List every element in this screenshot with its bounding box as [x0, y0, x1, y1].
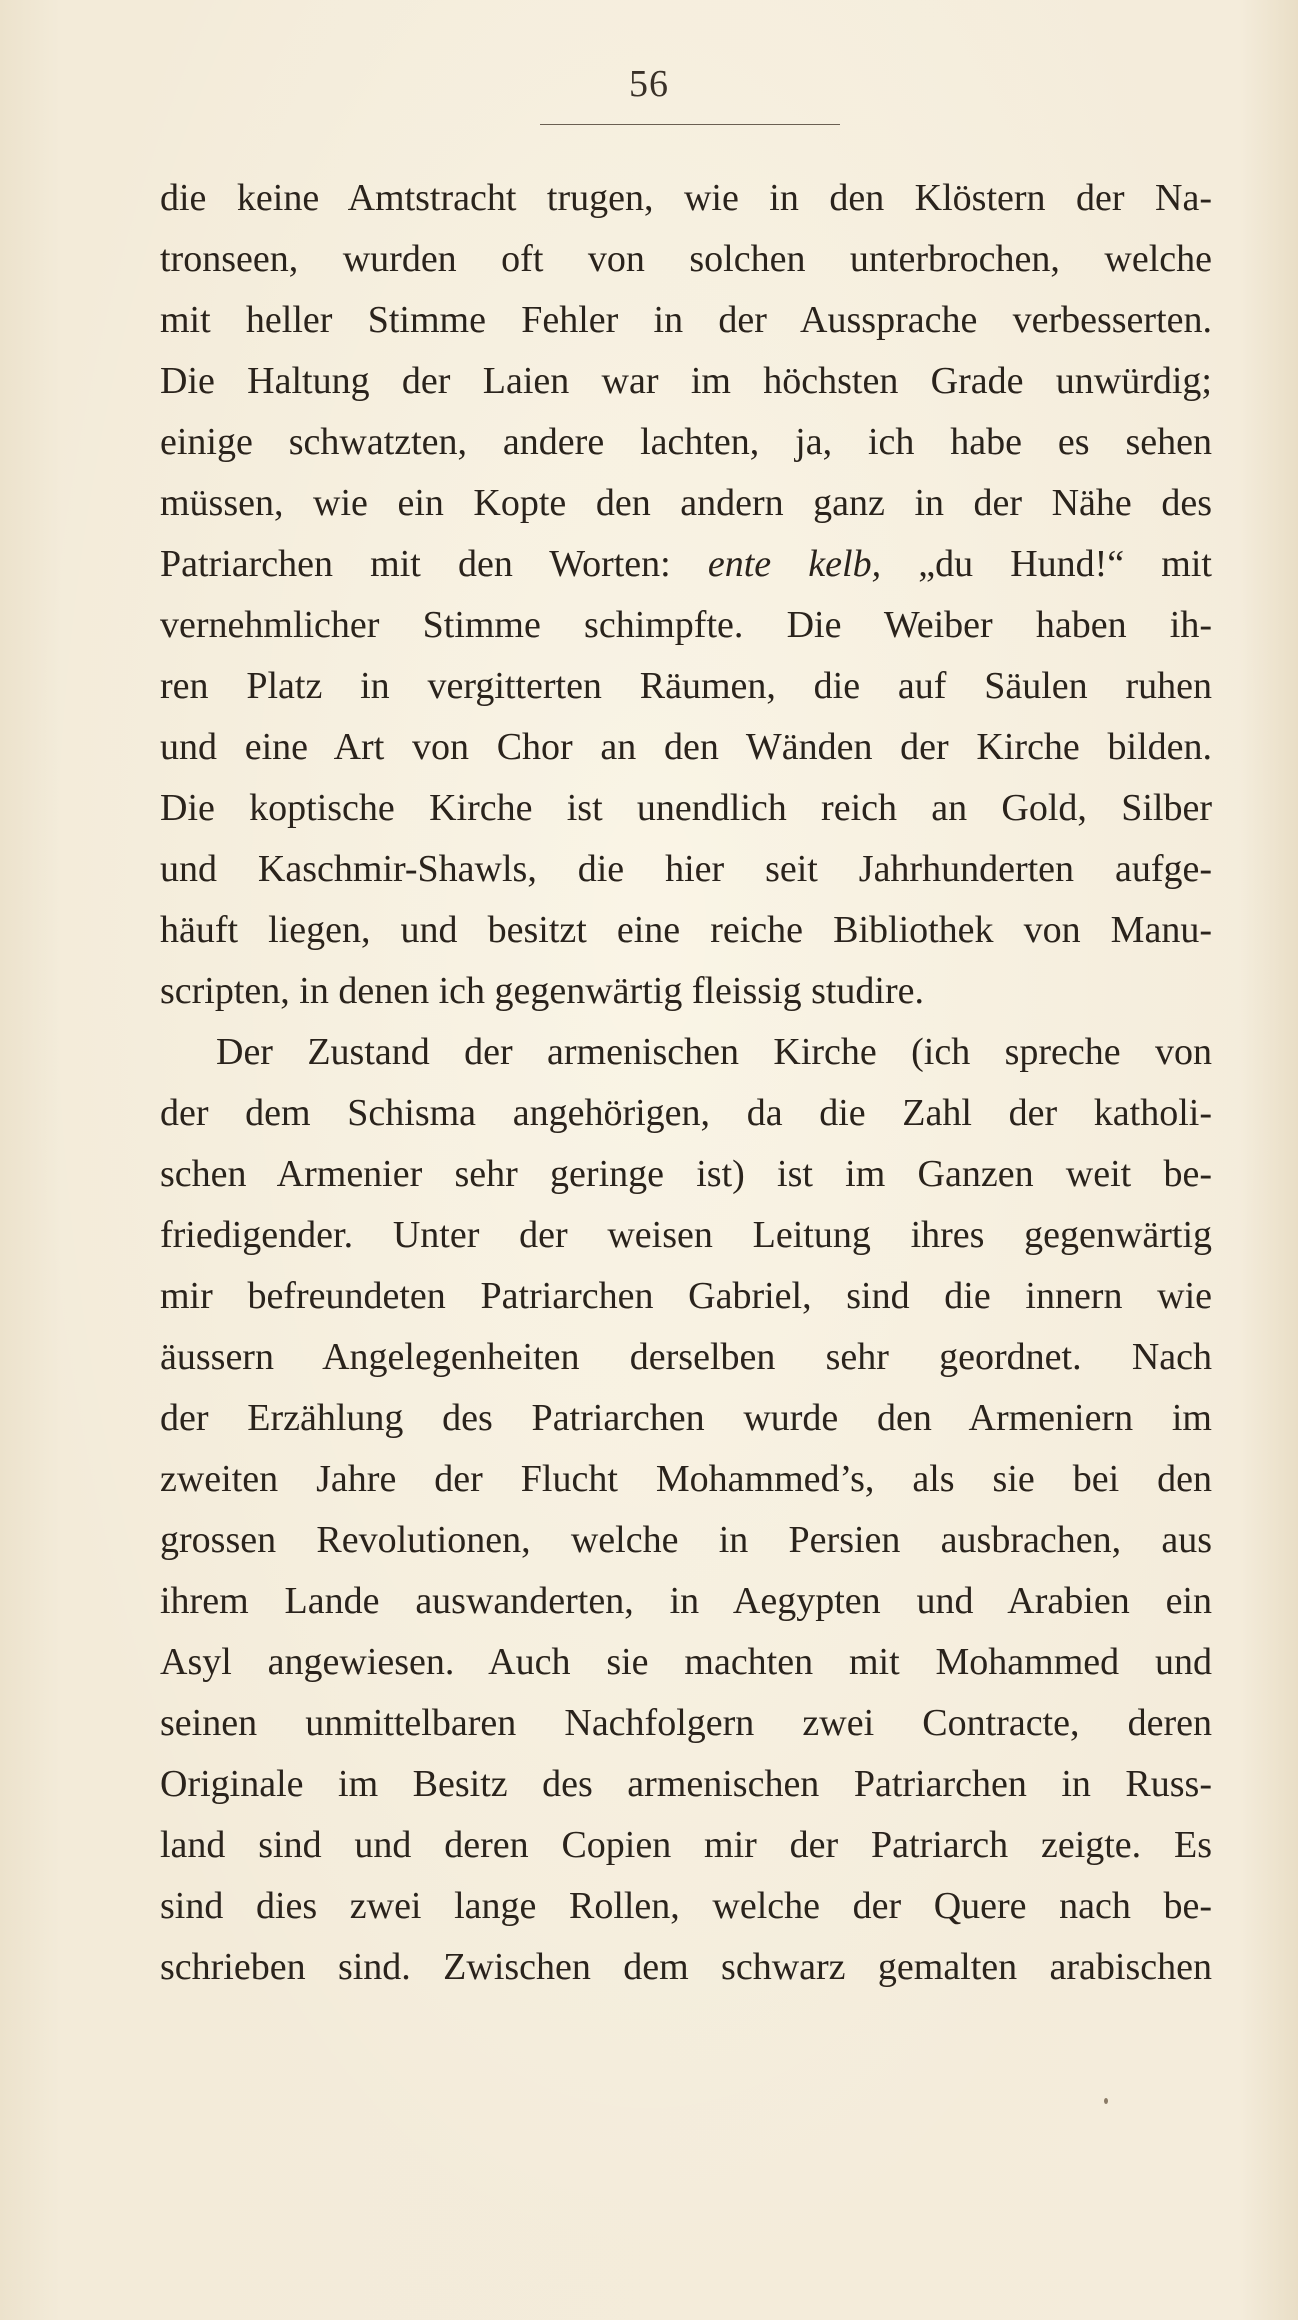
text-line: äussern Angelegenheiten derselben sehr geordnet. Nach [160, 1336, 1212, 1378]
text-line: zweiten Jahre der Flucht Mohammed’s, als sie bei den [160, 1458, 1212, 1500]
text-line: häuft liegen, und besitzt eine reiche Bibliothek von Manu- [160, 909, 1212, 951]
text-line: der Erzählung des Patriarchen wurde den Armeniern im [160, 1397, 1212, 1439]
text-line: Originale im Besitz des armenischen Patriarchen in Russ- [160, 1763, 1212, 1805]
text-line: und eine Art von Chor an den Wänden der Kirche bilden. [160, 726, 1212, 768]
text-segment: Patriarchen mit den Worten: [160, 543, 708, 585]
text-line: Die Haltung der Laien war im höchsten Grade unwürdig; [160, 360, 1212, 402]
text-line: vernehmlicher Stimme schimpfte. Die Weiber haben ih- [160, 604, 1212, 646]
text-line: und Kaschmir-Shawls, die hier seit Jahrhunderten aufge- [160, 848, 1212, 890]
text-line [160, 534, 1212, 595]
text-line: müssen, wie ein Kopte den andern ganz in der Nähe des [160, 482, 1212, 524]
paper-speck [1104, 2098, 1108, 2104]
text-line: land sind und deren Copien mir der Patriarch zeigte. Es [160, 1824, 1212, 1866]
text-line: die keine Amtstracht trugen, wie in den Klöstern der Na- [160, 177, 1212, 219]
body-text [160, 168, 1212, 1998]
page-number: 56 [629, 63, 669, 105]
text-line: ren Platz in vergitterten Räumen, die auf Säulen ruhen [160, 665, 1212, 707]
text-segment: „du Hund!“ mit [881, 543, 1212, 585]
text-line: ihrem Lande auswanderten, in Aegypten und Arabien ein [160, 1580, 1212, 1622]
text-line: schrieben sind. Zwischen dem schwarz gemalten arabischen [160, 1946, 1212, 1988]
text-line: mit heller Stimme Fehler in der Aussprache verbesserten. [160, 299, 1212, 341]
text-line: schen Armenier sehr geringe ist) ist im Ganzen weit be- [160, 1153, 1212, 1195]
text-line: sind dies zwei lange Rollen, welche der Quere nach be- [160, 1885, 1212, 1927]
text-line: seinen unmittelbaren Nachfolgern zwei Contracte, deren [160, 1702, 1212, 1744]
header-rule [540, 124, 840, 125]
text-line: friedigender. Unter der weisen Leitung ihres gegenwärtig [160, 1214, 1212, 1256]
text-line: Asyl angewiesen. Auch sie machten mit Mohammed und [160, 1641, 1212, 1683]
text-line: Die koptische Kirche ist unendlich reich an Gold, Silber [160, 787, 1212, 829]
text-line: einige schwatzten, andere lachten, ja, ich habe es sehen [160, 421, 1212, 463]
text-line: mir befreundeten Patriarchen Gabriel, sind die innern wie [160, 1275, 1212, 1317]
text-line: scripten, in denen ich gegenwärtig fleissig studire. [160, 970, 925, 1012]
text-line: tronseen, wurden oft von solchen unterbrochen, welche [160, 238, 1212, 280]
text-line: grossen Revolutionen, welche in Persien ausbrachen, aus [160, 1519, 1212, 1561]
italic-phrase: ente kelb, [707, 543, 882, 585]
paragraph-first-line: Der Zustand der armenischen Kirche (ich spreche von [216, 1031, 1212, 1073]
text-line: der dem Schisma angehörigen, da die Zahl der katholi- [160, 1092, 1212, 1134]
